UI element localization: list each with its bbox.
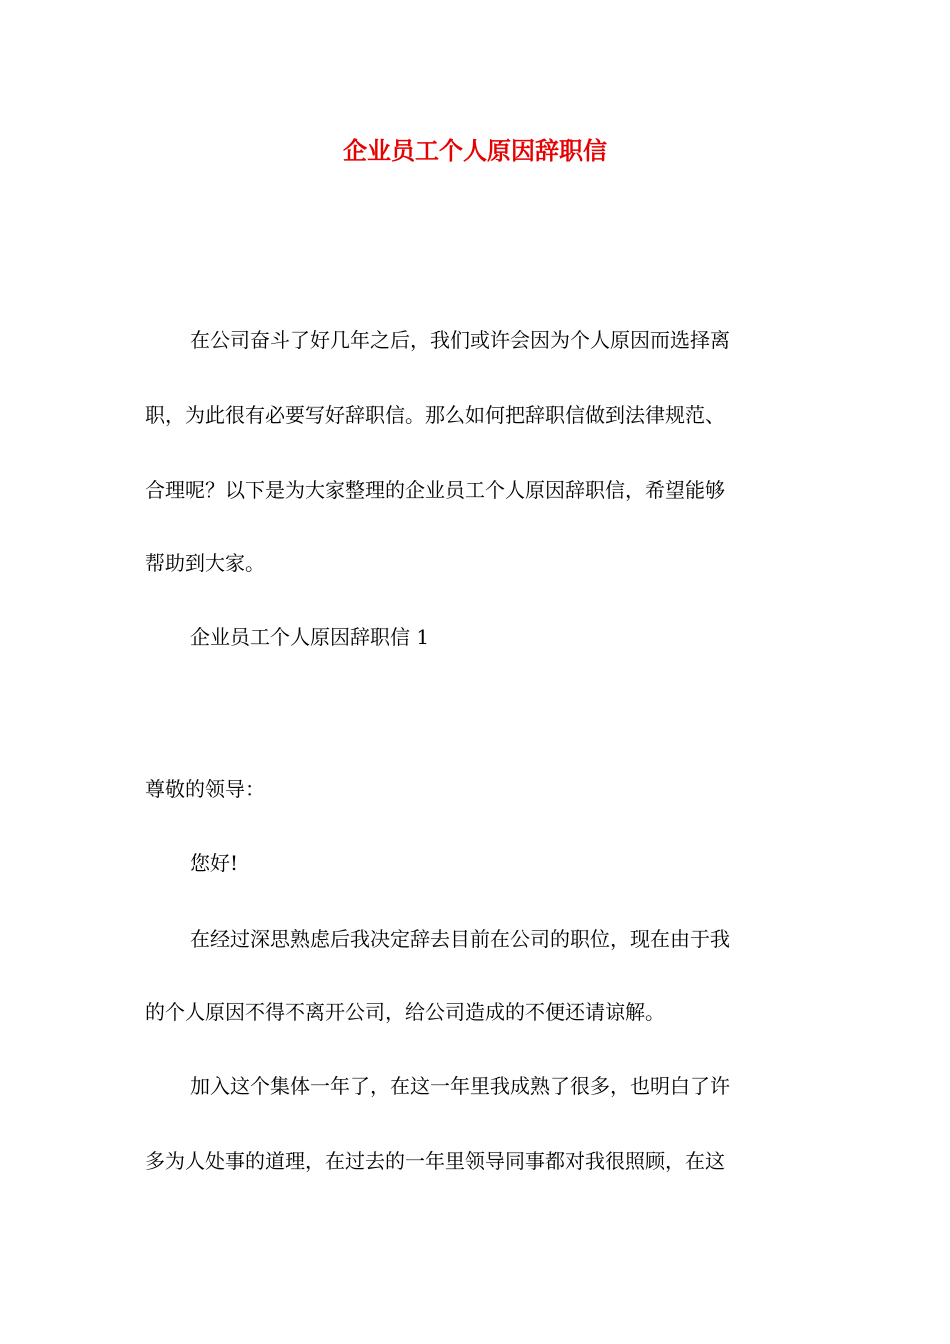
paragraph-line: 多为人处事的道理，在过去的一年里领导同事都对我很照顾，在这 bbox=[145, 1149, 725, 1173]
paragraph-line: 职，为此很有必要写好辞职信。那么如何把辞职信做到法律规范、 bbox=[145, 403, 725, 427]
paragraph-line: 帮助到大家。 bbox=[145, 551, 265, 575]
salutation: 尊敬的领导： bbox=[145, 777, 265, 801]
greeting: 您好! bbox=[190, 851, 239, 875]
document-title: 企业员工个人原因辞职信 bbox=[343, 136, 607, 165]
paragraph-line: 在公司奋斗了好几年之后，我们或许会因为个人原因而选择离 bbox=[190, 328, 730, 352]
paragraph-line: 加入这个集体一年了，在这一年里我成熟了很多，也明白了许 bbox=[190, 1074, 730, 1098]
section-heading: 企业员工个人原因辞职信 1 bbox=[190, 625, 430, 649]
paragraph-line: 的个人原因不得不离开公司，给公司造成的不便还请谅解。 bbox=[145, 1000, 665, 1024]
paragraph-line: 合理呢？以下是为大家整理的企业员工个人原因辞职信，希望能够 bbox=[145, 478, 725, 502]
paragraph-line: 在经过深思熟虑后我决定辞去目前在公司的职位，现在由于我 bbox=[190, 927, 730, 951]
